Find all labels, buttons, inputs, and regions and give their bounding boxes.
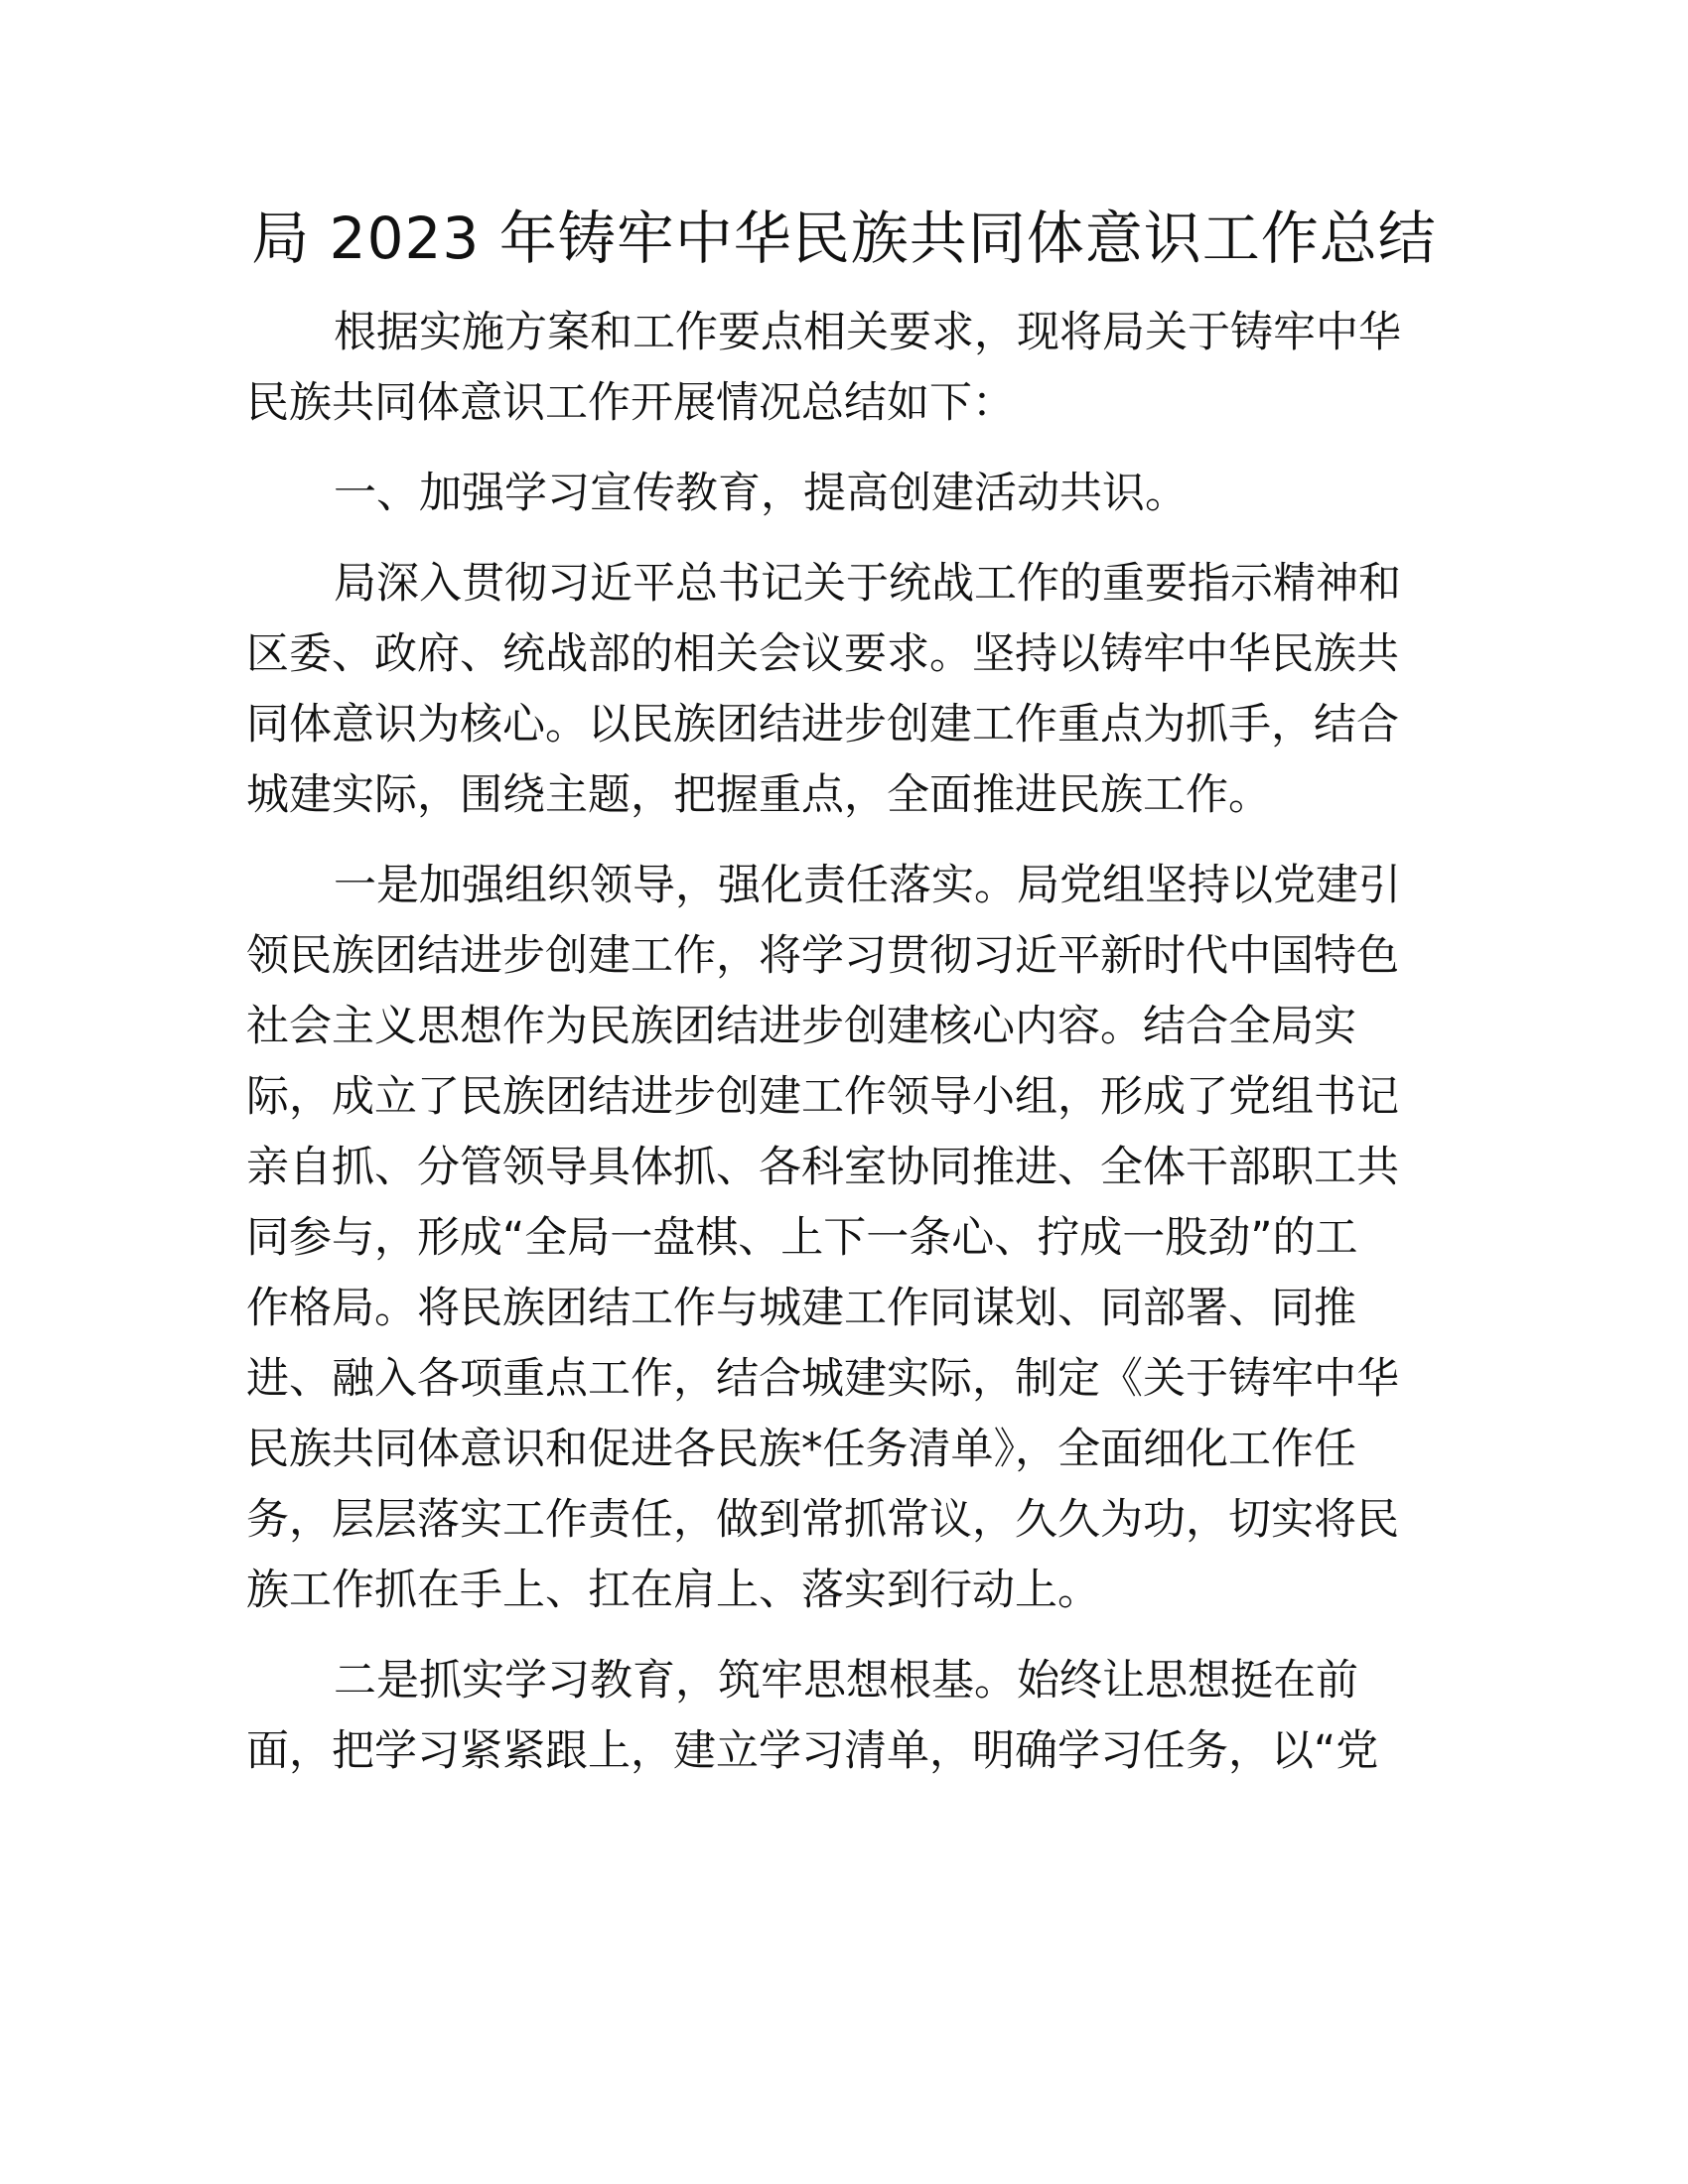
- text-line: 亲自抓、分管领导具体抓、各科室协同推进、全体干部职工共: [246, 1143, 1399, 1192]
- text-line: 际，成立了民族团结进步创建工作领导小组，形成了党组书记: [246, 1072, 1399, 1122]
- text-line: 领民族团结进步创建工作，将学习贯彻习近平新时代中国特色: [246, 931, 1399, 981]
- paragraph-study: [246, 1646, 1438, 1787]
- text-line: 根据实施方案和工作要点相关要求，现将局关于铸牢中华: [334, 308, 1401, 357]
- document-title: 局 2023 年铸牢中华民族共同体意识工作总结: [251, 205, 1437, 272]
- text-line: 社会主义思想作为民族团结进步创建核心内容。结合全局实: [246, 1002, 1356, 1051]
- paragraph-organization: [246, 851, 1438, 1626]
- paragraph-overview: [246, 549, 1438, 831]
- text-line: 民族共同体意识工作开展情况总结如下：: [246, 378, 1015, 428]
- text-line: 同体意识为核心。以民族团结进步创建工作重点为抓手，结合: [246, 700, 1399, 750]
- text-line: 务，层层落实工作责任，做到常抓常议，久久为功，切实将民: [246, 1495, 1399, 1545]
- text-line: 区委、政府、统战部的相关会议要求。坚持以铸牢中华民族共: [246, 629, 1399, 679]
- text-line: 民族共同体意识和促进各民族*任务清单》，全面细化工作任: [246, 1425, 1356, 1474]
- text-line: 同参与，形成“全局一盘棋、上下一条心、拧成一股劲”的工: [246, 1213, 1358, 1263]
- text-line: 面，把学习紧紧跟上，建立学习清单，明确学习任务，以“党: [246, 1726, 1379, 1776]
- paragraph-intro: [246, 298, 1438, 439]
- text-line: 一、加强学习宣传教育，提高创建活动共识。: [334, 469, 1188, 518]
- text-line: 局深入贯彻习近平总书记关于统战工作的重要指示精神和: [334, 559, 1401, 609]
- text-line: 城建实际，围绕主题，把握重点，全面推进民族工作。: [246, 770, 1271, 820]
- text-line: 作格局。将民族团结工作与城建工作同谋划、同部署、同推: [246, 1284, 1356, 1333]
- section-heading-1: [246, 459, 1438, 529]
- text-line: 一是加强组织领导，强化责任落实。局党组坚持以党建引: [334, 861, 1401, 910]
- text-line: 族工作抓在手上、扛在肩上、落实到行动上。: [246, 1566, 1100, 1615]
- text-line: 二是抓实学习教育，筑牢思想根基。始终让思想挺在前: [334, 1656, 1358, 1706]
- document-body: [246, 298, 1438, 1807]
- text-line: 进、融入各项重点工作，结合城建实际，制定《关于铸牢中华: [246, 1354, 1399, 1404]
